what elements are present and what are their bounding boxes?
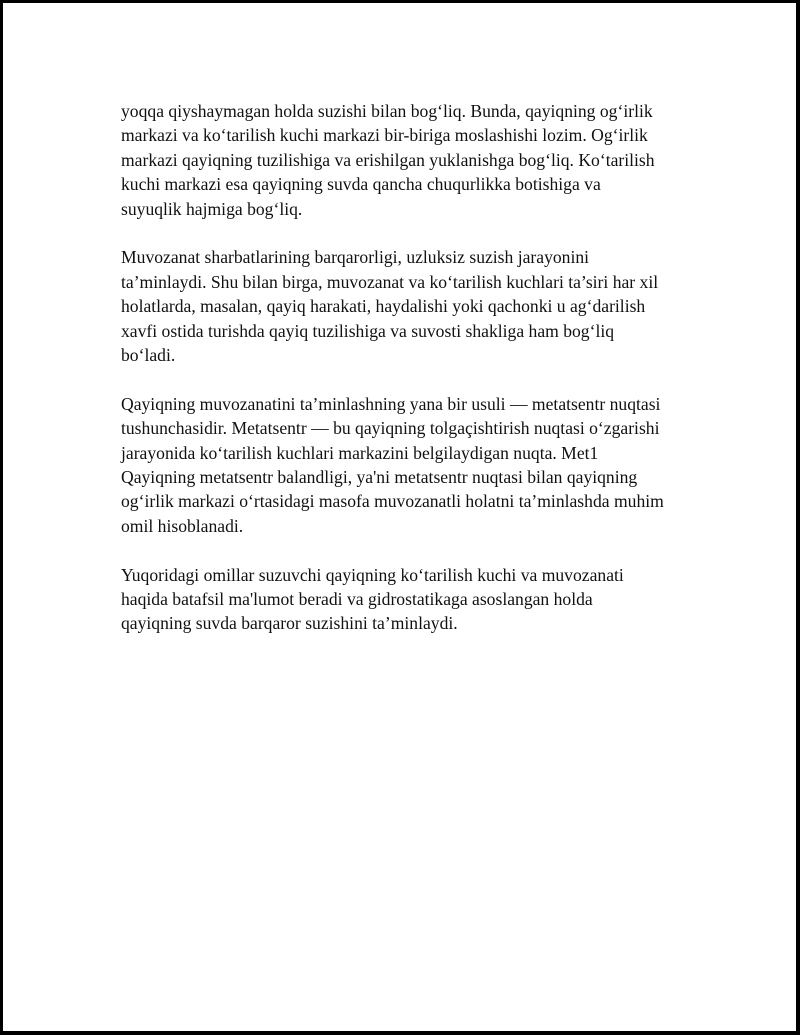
text-line: og‘irlik markazi o‘rtasidagi masofa muvozanatli holatni ta’minlashda muhim	[121, 491, 664, 512]
paragraph-2	[121, 245, 711, 367]
paragraph-1	[121, 99, 711, 221]
paragraph-4	[121, 563, 711, 636]
text-line: markazi qayiqning tuzilishiga va erishilgan yuklanishga bog‘liq. Ko‘tarilish	[121, 149, 655, 170]
text-line: Yuqoridagi omillar suzuvchi qayiqning ko‘tarilish kuchi va muvozanati	[121, 564, 624, 585]
text-line: yoqqa qiyshaymagan holda suzishi bilan bog‘liq. Bunda, qayiqning og‘irlik	[121, 101, 653, 121]
text-line: Qayiqning metatsentr balandligi, ya'ni metatsentr nuqtasi bilan qayiqning	[121, 467, 638, 488]
text-line: suyuqlik hajmiga bog‘liq.	[121, 198, 303, 219]
text-line: qayiqning suvda barqaror suzishini ta’minlaydi.	[121, 613, 458, 634]
text-line: Qayiqning muvozanatini ta’minlashning yana bir usuli — metatsentr nuqtasi	[121, 393, 661, 414]
text-line: tushunchasidir. Metatsentr — bu qayiqning tolgaçishtirish nuqtasi o‘zgarishi	[121, 418, 660, 439]
text-line: ta’minlaydi. Shu bilan birga, muvozanat va ko‘tarilish kuchlari ta’siri har xil	[121, 271, 659, 292]
text-line: omil hisoblanadi.	[121, 515, 244, 536]
text-line: kuchi markazi esa qayiqning suvda qancha chuqurlikka botishiga va	[121, 174, 601, 195]
text-line: markazi va ko‘tarilish kuchi markazi bir-biriga moslashishi lozim. Og‘irlik	[121, 125, 648, 146]
text-line: jarayonida ko‘tarilish kuchlari markazini belgilaydigan nuqta. Met1	[121, 442, 599, 463]
text-line: Muvozanat sharbatlarining barqarorligi, uzluksiz suzish jarayonini	[121, 247, 590, 268]
text-line: holatlarda, masalan, qayiq harakati, haydalishi yoki qachonki u ag‘darilish	[121, 296, 646, 317]
document-body	[121, 99, 711, 660]
text-line: xavfi ostida turishda qayiq tuzilishiga va suvosti shakliga ham bog‘liq	[121, 320, 615, 341]
text-line: haqida batafsil ma'lumot beradi va gidrostatikaga asoslangan holda	[121, 589, 593, 610]
paragraph-3	[121, 392, 711, 538]
text-line: bo‘ladi.	[121, 345, 176, 366]
